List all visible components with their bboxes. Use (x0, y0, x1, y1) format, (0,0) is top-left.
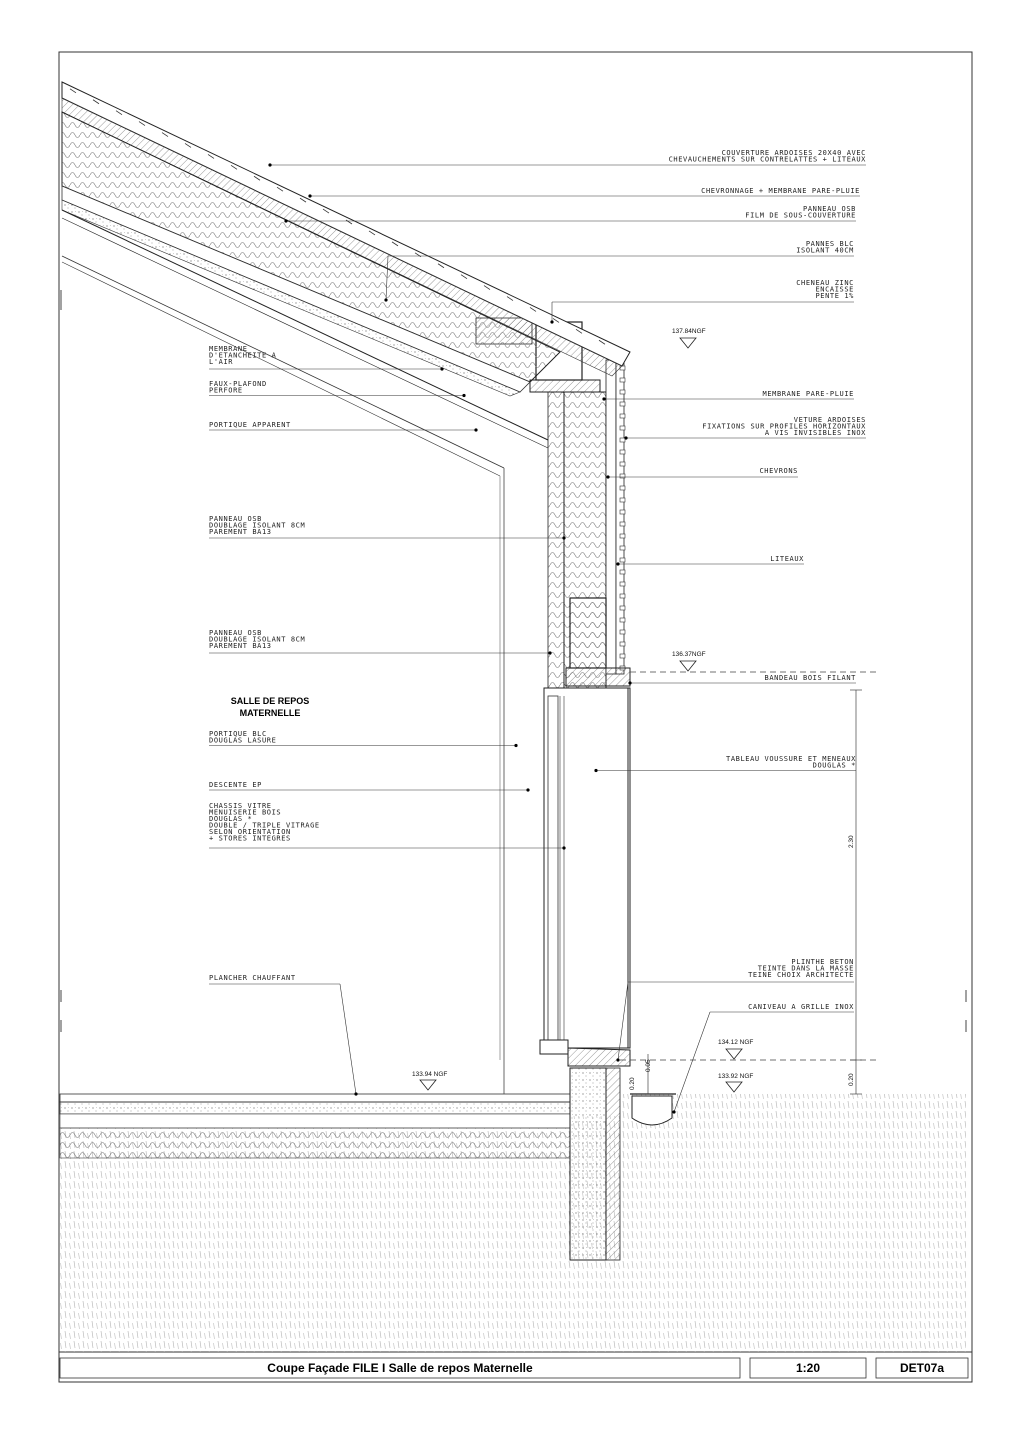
label-rain-membrane-line: MEMBRANE PARE-PLUIE (762, 390, 854, 398)
label-window-line: MENUISERIE BOIS (209, 808, 282, 817)
leader-dot-ceiling (462, 394, 465, 397)
leader-dot-rafters-membrane (308, 194, 311, 197)
svg-text:133.94 NGF: 133.94 NGF (412, 1071, 448, 1078)
rafter-layer (606, 360, 616, 674)
label-window-line: + STORES INTEGRES (209, 834, 291, 843)
label-portal (209, 421, 291, 429)
label-window-line: DOUBLE / TRIPLE VITRAGE (209, 821, 320, 830)
leader-dot-gutter (550, 320, 553, 323)
foundation-wall (570, 1068, 606, 1260)
svg-text:137.84NGF: 137.84NGF (672, 328, 706, 335)
svg-text:133.92 NGF: 133.92 NGF (718, 1073, 754, 1080)
leader-dot-downpipe (526, 788, 529, 791)
label-gutter-line: CHENEAU ZINC (796, 279, 854, 287)
floor-screed (60, 1094, 570, 1102)
leader-dot-battens (616, 562, 619, 565)
leader-dot-osb-film (284, 219, 287, 222)
label-plinth-line: TEINTE DANS LA MASSE (757, 964, 854, 973)
label-plinth (748, 958, 854, 979)
level-133-94 (412, 1071, 447, 1090)
drawing-title: Coupe Façade FILE I Salle de repos Maternelle (267, 1361, 533, 1375)
label-window-line: CHASSIS VITRE (209, 802, 272, 810)
label-reveal-line: DOUGLAS * (812, 761, 856, 770)
drawing-scale: 1:20 (795, 1361, 821, 1375)
level-136-37 (672, 651, 706, 671)
label-roof-cover-line: COUVERTURE ARDOISES 20X40 AVEC (721, 149, 866, 157)
label-ceiling-line: FAUX-PLAFOND (209, 380, 267, 388)
leader-dot-plinth (616, 1058, 619, 1061)
leader-dot-air-membrane (440, 367, 443, 370)
svg-text:134.12 NGF: 134.12 NGF (718, 1039, 754, 1046)
leader-dot-rafters (606, 475, 609, 478)
drawing-code: DET07a (899, 1361, 945, 1375)
label-air-membrane-line: D'ETANCHEITE A (209, 351, 277, 360)
leader-dot-portal-blc (514, 744, 517, 747)
label-slate-cladding-line: VETURE ARDOISES (793, 416, 866, 424)
level-133-92 (718, 1073, 753, 1092)
label-ceiling-line: PERFORE (209, 386, 243, 395)
label-rafters-membrane (701, 187, 860, 195)
label-rafters (759, 467, 798, 475)
label-reveal (726, 755, 856, 770)
dim-0-20-small: 0.20 (629, 1077, 636, 1090)
label-osb-1 (209, 515, 305, 536)
label-rain-membrane (763, 390, 854, 398)
label-plinth-line: TEINE CHOIX ARCHITECTE (748, 971, 854, 979)
leader-dot-floor (354, 1092, 357, 1095)
leader-dot-roof-cover (268, 163, 271, 166)
label-reveal-line: TABLEAU VOUSSURE ET MENEAUX (726, 755, 856, 763)
label-rafters-line: CHEVRONS (759, 467, 798, 475)
label-wood-band-line: BANDEAU BOIS FILANT (764, 674, 856, 682)
label-wood-band (765, 674, 857, 682)
label-osb-2-line: PANNEAU OSB (209, 629, 262, 637)
leader-dot-slate-cladding (624, 436, 627, 439)
label-purlins-line: PANNES BLC (805, 240, 854, 248)
leader-dot-portal (474, 428, 477, 431)
label-drain (748, 1003, 854, 1011)
label-floor-line: PLANCHER CHAUFFANT (209, 974, 296, 982)
plinth (568, 1048, 630, 1066)
label-gutter-line: ENCAISSE (815, 285, 854, 294)
floor-insulation (60, 1128, 570, 1158)
label-window-line: DOUGLAS * (209, 815, 253, 823)
label-osb-film (745, 205, 856, 220)
label-window (209, 802, 320, 843)
dim-0-05: 0.05 (645, 1059, 652, 1072)
label-osb-2-line: PAREMENT BA13 (209, 642, 272, 650)
leader-dot-drain (672, 1110, 675, 1113)
level-137-84 (672, 328, 706, 348)
label-portal-blc (209, 730, 276, 745)
svg-text:136.37NGF: 136.37NGF (672, 651, 706, 658)
label-portal-line: PORTIQUE APPARENT (209, 421, 291, 429)
batten-layer (616, 360, 624, 674)
label-portal-blc-line: DOUGLAS LASURE (209, 736, 277, 745)
label-air-membrane (209, 345, 277, 366)
label-downpipe (209, 781, 262, 789)
label-slate-cladding (702, 416, 866, 437)
label-air-membrane-line: MEMBRANE (209, 345, 248, 353)
label-gutter (796, 279, 854, 300)
label-osb-film-line: FILM DE SOUS-COUVERTURE (745, 211, 856, 220)
leader-dot-rain-membrane (602, 397, 605, 400)
label-purlins (796, 240, 854, 255)
label-osb-1-line: PAREMENT BA13 (209, 528, 272, 536)
leader-dot-osb-1 (562, 536, 565, 539)
room-name-line-1: SALLE DE REPOS (230, 696, 310, 706)
drain-channel (632, 1096, 672, 1125)
roof-assembly (62, 82, 630, 476)
label-osb-2 (209, 629, 305, 650)
level-134-12 (718, 1039, 753, 1059)
leader-dot-purlins (384, 298, 387, 301)
label-slate-cladding-line: FIXATIONS SUR PROFILES HORIZONTAUX (702, 422, 866, 431)
label-osb-1-line: DOUBLAGE ISOLANT 8CM (209, 521, 306, 530)
label-roof-cover (669, 149, 867, 164)
leader-dot-osb-2 (548, 651, 551, 654)
leader-dot-wood-band (628, 681, 631, 684)
room-name-line-2: MATERNELLE (239, 708, 301, 718)
leader-dot-window (562, 846, 565, 849)
label-roof-cover-line: CHEVAUCHEMENTS SUR CONTRELATTES + LITEAUX (668, 155, 866, 164)
window-frame (548, 696, 558, 1040)
leader-tail-floor (340, 984, 356, 1094)
label-window-line: SELON ORIENTATION (209, 828, 291, 836)
label-rafters-membrane-line: CHEVRONNAGE + MEMBRANE PARE-PLUIE (701, 187, 860, 195)
label-osb-film-line: PANNEAU OSB (803, 205, 856, 213)
label-downpipe-line: DESCENTE EP (209, 781, 262, 789)
foundation-insulation (606, 1068, 620, 1260)
label-drain-line: CANIVEAU A GRILLE INOX (748, 1003, 854, 1011)
label-slate-cladding-line: A VIS INVISIBLES INOX (764, 429, 866, 437)
label-battens-line: LITEAUX (770, 555, 804, 563)
label-ceiling (209, 380, 267, 395)
label-gutter-line: PENTE 1% (815, 292, 854, 300)
label-battens (770, 555, 804, 563)
leader-dot-reveal (594, 769, 597, 772)
label-osb-1-line: PANNEAU OSB (209, 515, 262, 523)
label-plinth-line: PLINTHE BETON (791, 958, 854, 966)
dim-0-20-right: 0.20 (848, 1073, 855, 1086)
label-purlins-line: ISOLANT 40CM (796, 246, 854, 255)
label-osb-2-line: DOUBLAGE ISOLANT 8CM (209, 635, 306, 644)
dim-2-30: 2.30 (848, 835, 855, 848)
label-portal-blc-line: PORTIQUE BLC (209, 730, 267, 738)
label-air-membrane-line: L'AIR (209, 358, 234, 366)
lintel-band (566, 668, 630, 686)
floor-slab (60, 1102, 570, 1114)
label-floor (209, 974, 296, 982)
inner-lining (548, 392, 564, 688)
